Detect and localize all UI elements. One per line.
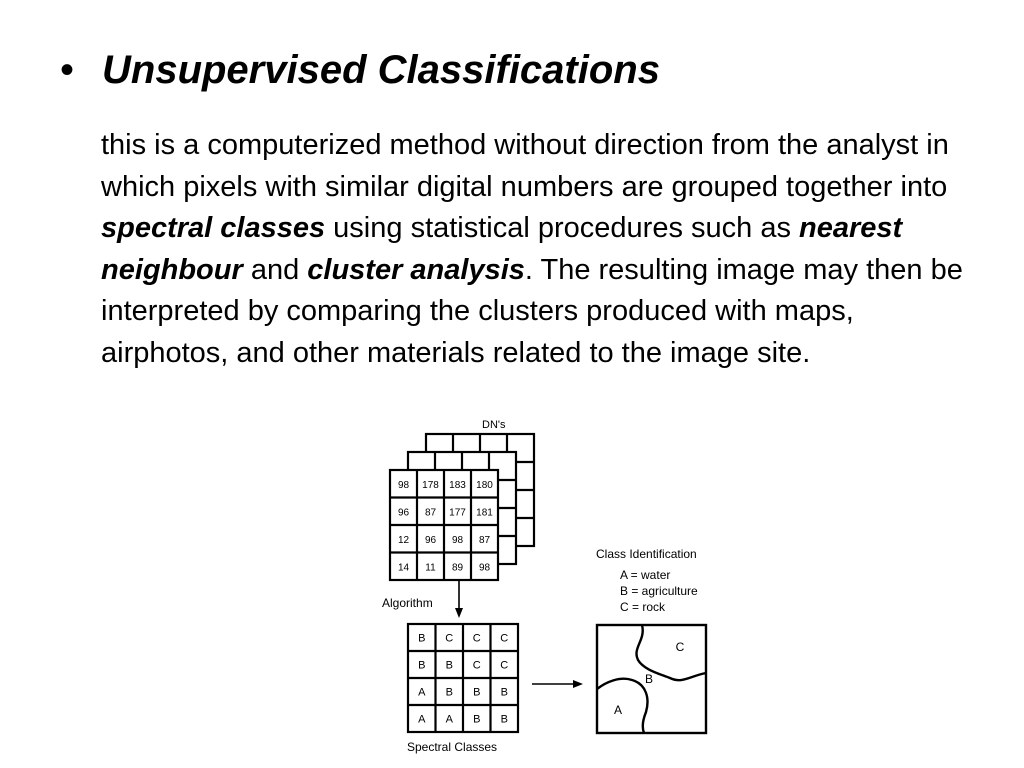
class-value-cell: A — [418, 686, 426, 699]
dn-value-cell: 178 — [422, 479, 439, 491]
dn-value-cell: 87 — [424, 507, 437, 519]
class-legend — [620, 568, 698, 614]
dn-value-cell: 96 — [397, 507, 410, 519]
algorithm-label: Algorithm — [382, 596, 433, 610]
paragraph-text: using statistical procedures such as — [325, 212, 800, 244]
class-legend-item: A = water — [620, 568, 671, 582]
map-region-label: A — [613, 703, 623, 717]
class-value-cell: B — [445, 686, 453, 699]
class-value-cell: A — [445, 713, 453, 726]
diagram-svg — [370, 408, 730, 760]
slide-title: Unsupervised Classifications — [102, 48, 660, 92]
dn-value-cell: 177 — [449, 507, 466, 519]
class-value-cell: C — [472, 659, 481, 672]
class-value-cell: A — [418, 713, 426, 726]
bullet-marker: • — [60, 48, 75, 92]
class-to-map-arrow — [532, 680, 583, 688]
class-value-cell: C — [472, 632, 481, 645]
spectral-class-grid — [408, 624, 518, 732]
dn-value-cell: 98 — [478, 562, 491, 574]
heading-row — [60, 50, 660, 90]
dn-value-cell: 87 — [478, 534, 491, 546]
dn-value-cell: 96 — [424, 534, 437, 546]
class-value-cell: B — [445, 659, 453, 672]
dn-value-cell: 12 — [397, 534, 410, 546]
map-region-label: C — [675, 640, 685, 654]
class-value-cell: B — [500, 686, 508, 699]
dn-value-cell: 14 — [397, 562, 410, 574]
key-term: nearest neighbour — [101, 212, 903, 286]
class-identification-title: Class Identification — [596, 547, 697, 561]
paragraph-text: . The resulting image may then be interpreted by comparing the clusters produced with maps, airphotos, and other materials related to the image site. — [101, 253, 963, 369]
class-legend-item: B = agriculture — [620, 584, 698, 598]
class-value-cell: B — [500, 713, 508, 726]
spectral-classes-label: Spectral Classes — [407, 740, 498, 754]
key-term: cluster analysis — [307, 253, 525, 286]
dn-grid — [390, 470, 498, 580]
class-legend-item: C = rock — [620, 600, 666, 614]
paragraph-text: this is a computerized method without direction from the analyst in which pixels with similar digital numbers are grouped together into — [101, 129, 949, 203]
paragraph-text: and — [242, 253, 308, 286]
dn-value-cell: 98 — [451, 534, 464, 546]
class-value-cell: C — [500, 632, 509, 645]
dn-value-cell: 180 — [476, 479, 493, 491]
class-value-cell: C — [500, 659, 509, 672]
dn-value-cell: 183 — [449, 479, 466, 491]
dn-label: DN's — [482, 419, 506, 431]
body-paragraph — [101, 125, 981, 374]
class-value-cell: B — [418, 632, 426, 645]
classified-map — [597, 625, 706, 733]
algorithm-arrow — [455, 581, 463, 618]
dn-value-cell: 89 — [451, 562, 464, 574]
class-value-cell: B — [473, 713, 481, 726]
class-value-cell: B — [473, 686, 481, 699]
dn-value-cell: 181 — [476, 507, 493, 519]
dn-value-cell: 98 — [397, 479, 410, 491]
classification-diagram — [370, 408, 730, 760]
map-region-label: B — [644, 672, 654, 686]
key-term: spectral classes — [101, 212, 326, 244]
dn-value-cell: 11 — [425, 562, 436, 574]
class-value-cell: B — [418, 659, 426, 672]
class-value-cell: C — [445, 632, 454, 645]
